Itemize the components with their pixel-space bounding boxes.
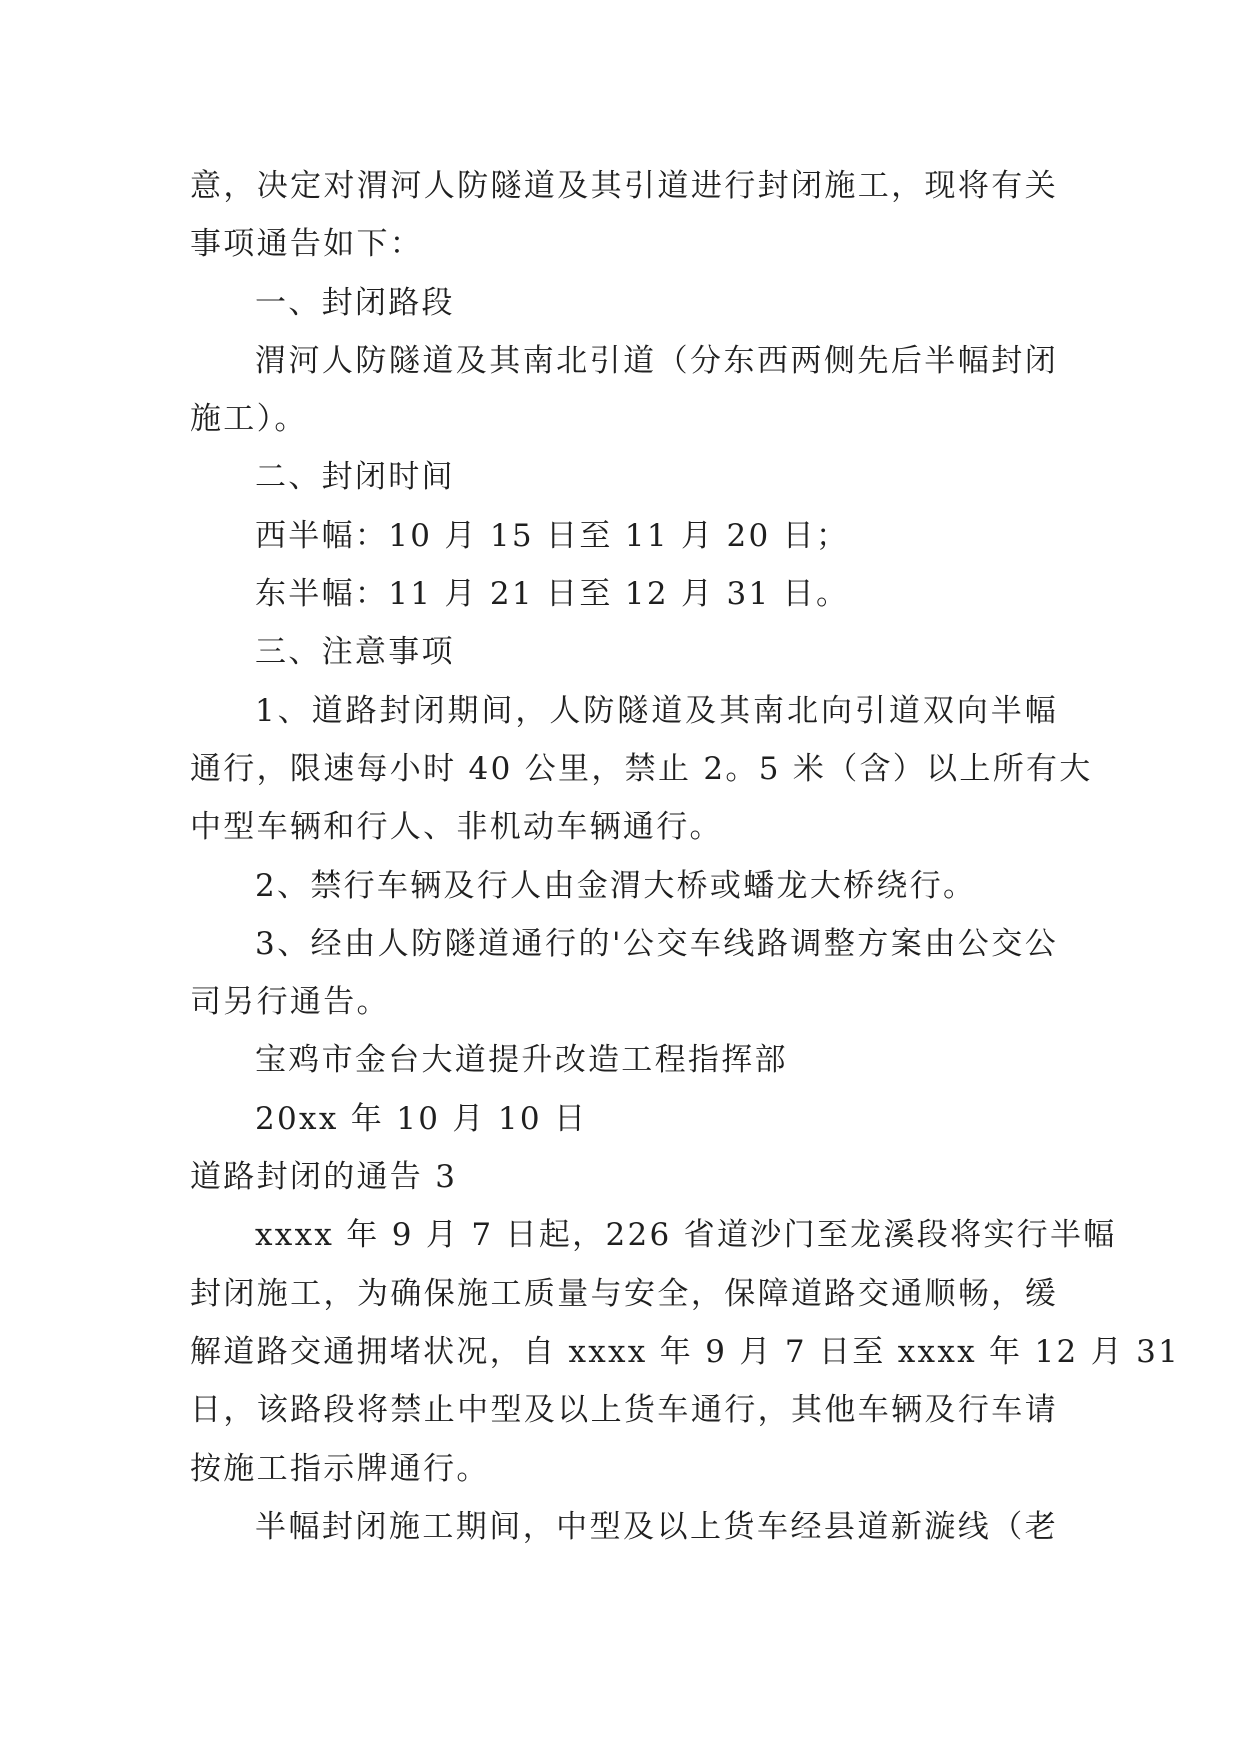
text-line: 事项通告如下： — [190, 226, 424, 263]
text-line: 半幅封闭施工期间，中型及以上货车经县道新漩线（老 — [255, 1508, 1058, 1545]
text-line: 施工）。 — [190, 401, 308, 438]
text-line: 中型车辆和行人、非机动车辆通行。 — [190, 809, 723, 846]
text-line: 意，决定对渭河人防隧道及其引道进行封闭施工，现将有关 — [190, 168, 1058, 204]
text-line: 3、经由人防隧道通行的'公交车线路调整方案由公交公 — [255, 925, 1058, 962]
text-line: 东半幅：11 月 21 日至 12 月 31 日。 — [255, 576, 850, 613]
text-line: 通行，限速每小时 40 公里，禁止 2。5 米（含）以上所有大 — [190, 750, 1093, 787]
section-heading: 一、封闭路段 — [255, 284, 455, 321]
section-heading: 三、注意事项 — [255, 634, 455, 671]
text-line: 西半幅：10 月 15 日至 11 月 20 日； — [255, 517, 850, 554]
text-line: 封闭施工，为确保施工质量与安全，保障道路交通顺畅，缓 — [190, 1275, 1058, 1312]
document-body — [190, 157, 1181, 1556]
text-line: 渭河人防隧道及其南北引道（分东西两侧先后半幅封闭 — [255, 342, 1058, 379]
text-line: 2、禁行车辆及行人由金渭大桥或蟠龙大桥绕行。 — [255, 867, 977, 904]
notice-title: 道路封闭的通告 3 — [190, 1159, 458, 1196]
text-line: 解道路交通拥堵状况，自 xxxx 年 9 月 7 日至 xxxx 年 12 月 31 — [190, 1333, 1181, 1370]
section-heading: 二、封闭时间 — [255, 459, 455, 496]
signature-organization: 宝鸡市金台大道提升改造工程指挥部 — [255, 1042, 788, 1079]
text-line: 司另行通告。 — [190, 984, 390, 1021]
text-line: 1、道路封闭期间，人防隧道及其南北向引道双向半幅 — [255, 692, 1058, 729]
text-line: xxxx 年 9 月 7 日起，226 省道沙门至龙溪段将实行半幅 — [255, 1217, 1117, 1254]
text-line: 日，该路段将禁止中型及以上货车通行，其他车辆及行车请 — [190, 1392, 1058, 1429]
signature-date: 20xx 年 10 月 10 日 — [255, 1100, 588, 1137]
text-line: 按施工指示牌通行。 — [190, 1450, 490, 1487]
